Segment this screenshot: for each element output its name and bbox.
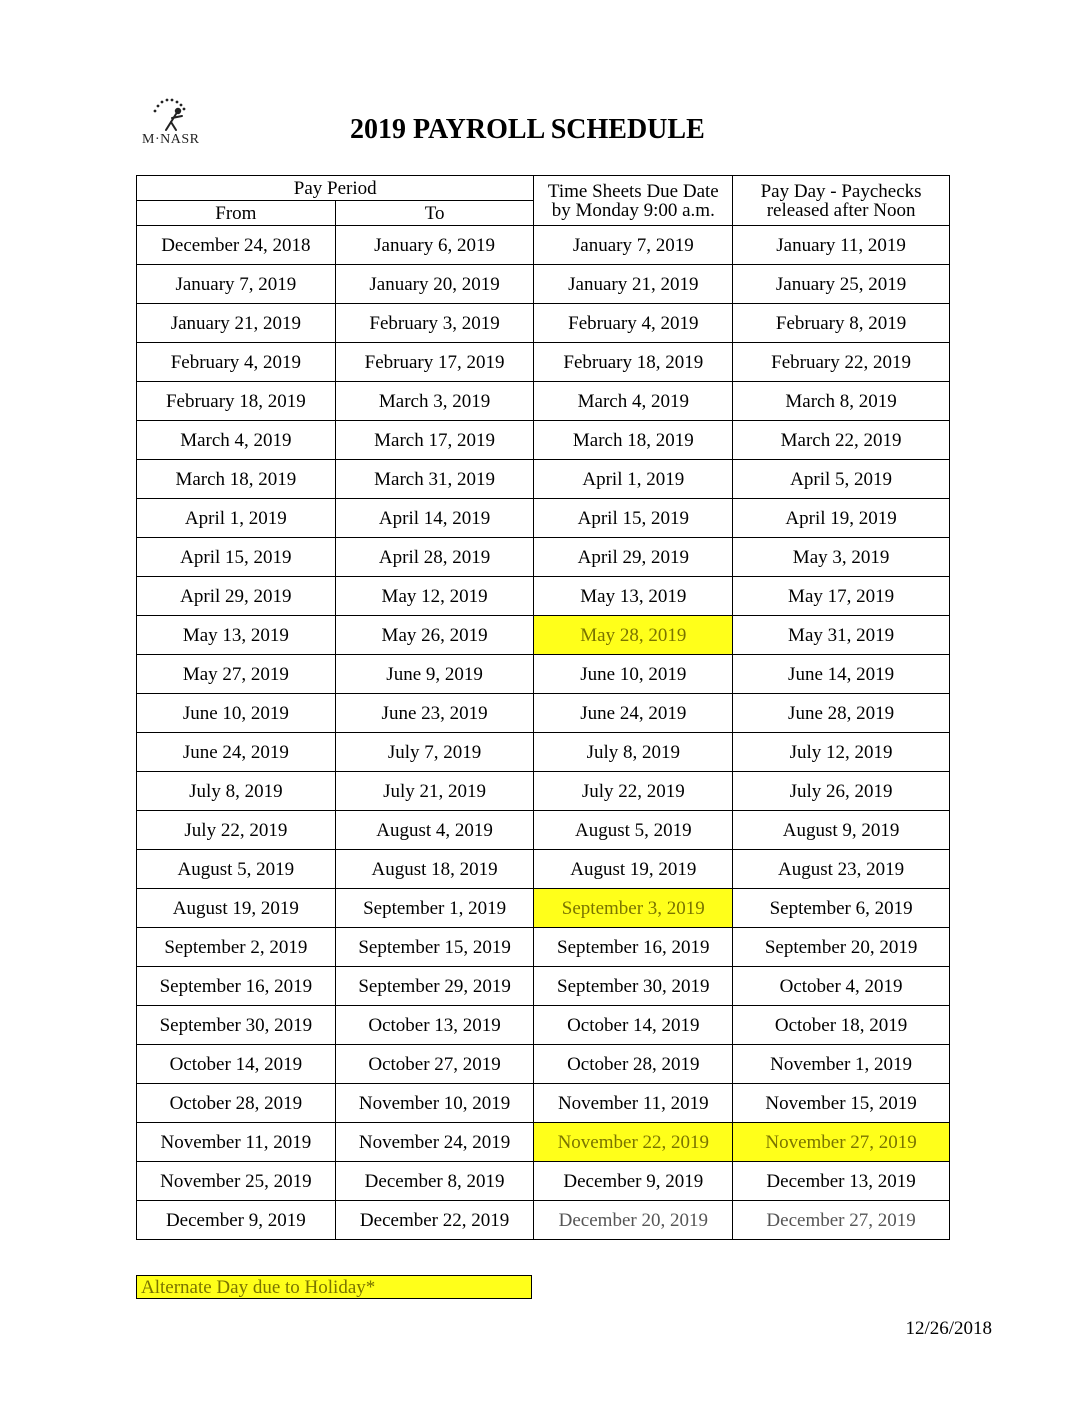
cell-from: June 10, 2019 [137, 694, 336, 733]
cell-pay: April 5, 2019 [733, 460, 950, 499]
table-row [137, 1084, 950, 1123]
cell-from: November 25, 2019 [137, 1162, 336, 1201]
cell-pay: October 4, 2019 [733, 967, 950, 1006]
cell-from: July 8, 2019 [137, 772, 336, 811]
revision-date: 12/26/2018 [905, 1318, 992, 1339]
cell-to: September 1, 2019 [335, 889, 534, 928]
cell-pay: September 20, 2019 [733, 928, 950, 967]
cell-due: August 19, 2019 [534, 850, 733, 889]
cell-pay: September 6, 2019 [733, 889, 950, 928]
header-row-1 [137, 176, 950, 201]
cell-due: April 29, 2019 [534, 538, 733, 577]
cell-to: January 20, 2019 [335, 265, 534, 304]
cell-pay: May 17, 2019 [733, 577, 950, 616]
table-row [137, 1045, 950, 1084]
cell-pay: December 27, 2019 [733, 1201, 950, 1240]
cell-due: June 10, 2019 [534, 655, 733, 694]
cell-pay: August 23, 2019 [733, 850, 950, 889]
cell-pay: July 12, 2019 [733, 733, 950, 772]
cell-to: May 12, 2019 [335, 577, 534, 616]
cell-to: August 18, 2019 [335, 850, 534, 889]
table-row [137, 421, 950, 460]
table-row [137, 265, 950, 304]
cell-pay: February 22, 2019 [733, 343, 950, 382]
table-row [137, 928, 950, 967]
cell-pay: November 27, 2019 [733, 1123, 950, 1162]
cell-from: January 21, 2019 [137, 304, 336, 343]
table-row [137, 1123, 950, 1162]
payday-header [733, 176, 950, 226]
cell-due: November 22, 2019 [534, 1123, 733, 1162]
page-title: 2019 PAYROLL SCHEDULE [350, 114, 705, 145]
cell-to: April 28, 2019 [335, 538, 534, 577]
cell-from: April 1, 2019 [137, 499, 336, 538]
cell-pay: March 22, 2019 [733, 421, 950, 460]
cell-due: January 21, 2019 [534, 265, 733, 304]
table-row [137, 1162, 950, 1201]
cell-due: July 8, 2019 [534, 733, 733, 772]
cell-from: September 30, 2019 [137, 1006, 336, 1045]
cell-due: August 5, 2019 [534, 811, 733, 850]
cell-to: November 10, 2019 [335, 1084, 534, 1123]
cell-from: April 15, 2019 [137, 538, 336, 577]
payday-header-line1: Pay Day - Paychecks [760, 180, 922, 202]
cell-to: July 7, 2019 [335, 733, 534, 772]
logo [138, 96, 202, 152]
cell-from: August 19, 2019 [137, 889, 336, 928]
holiday-legend: Alternate Day due to Holiday* [136, 1275, 532, 1299]
cell-to: October 27, 2019 [335, 1045, 534, 1084]
cell-pay: June 28, 2019 [733, 694, 950, 733]
cell-due: April 1, 2019 [534, 460, 733, 499]
logo-text: M·NASR [142, 132, 200, 147]
cell-due: June 24, 2019 [534, 694, 733, 733]
cell-to: November 24, 2019 [335, 1123, 534, 1162]
table-row [137, 1201, 950, 1240]
cell-to: February 17, 2019 [335, 343, 534, 382]
cell-due: February 18, 2019 [534, 343, 733, 382]
timesheets-due-header [534, 176, 733, 226]
cell-pay: August 9, 2019 [733, 811, 950, 850]
table-row [137, 343, 950, 382]
cell-to: October 13, 2019 [335, 1006, 534, 1045]
cell-due: December 20, 2019 [534, 1201, 733, 1240]
cell-from: November 11, 2019 [137, 1123, 336, 1162]
cell-due: January 7, 2019 [534, 226, 733, 265]
cell-pay: July 26, 2019 [733, 772, 950, 811]
table-row [137, 850, 950, 889]
cell-from: January 7, 2019 [137, 265, 336, 304]
cell-from: May 13, 2019 [137, 616, 336, 655]
table-row [137, 460, 950, 499]
cell-due: September 30, 2019 [534, 967, 733, 1006]
cell-due: September 16, 2019 [534, 928, 733, 967]
cell-from: October 14, 2019 [137, 1045, 336, 1084]
cell-to: May 26, 2019 [335, 616, 534, 655]
table-row [137, 694, 950, 733]
table-row [137, 499, 950, 538]
payday-header-line2: released after Noon [766, 199, 916, 221]
cell-due: July 22, 2019 [534, 772, 733, 811]
cell-pay: November 1, 2019 [733, 1045, 950, 1084]
table-row [137, 382, 950, 421]
from-header: From [137, 201, 336, 226]
cell-to: September 29, 2019 [335, 967, 534, 1006]
cell-from: October 28, 2019 [137, 1084, 336, 1123]
cell-due: April 15, 2019 [534, 499, 733, 538]
table-row [137, 655, 950, 694]
cell-to: August 4, 2019 [335, 811, 534, 850]
timesheets-due-header-line1: Time Sheets Due Date [547, 180, 719, 202]
cell-pay: May 31, 2019 [733, 616, 950, 655]
dancer-logo-icon [138, 96, 202, 136]
table-row [137, 304, 950, 343]
cell-due: March 18, 2019 [534, 421, 733, 460]
table-row [137, 772, 950, 811]
cell-pay: January 11, 2019 [733, 226, 950, 265]
cell-pay: February 8, 2019 [733, 304, 950, 343]
cell-from: June 24, 2019 [137, 733, 336, 772]
cell-due: May 28, 2019 [534, 616, 733, 655]
table-row [137, 1006, 950, 1045]
cell-to: December 8, 2019 [335, 1162, 534, 1201]
cell-to: February 3, 2019 [335, 304, 534, 343]
table-row [137, 811, 950, 850]
cell-to: September 15, 2019 [335, 928, 534, 967]
cell-due: October 14, 2019 [534, 1006, 733, 1045]
cell-from: December 24, 2018 [137, 226, 336, 265]
cell-pay: March 8, 2019 [733, 382, 950, 421]
table-row [137, 577, 950, 616]
cell-from: September 16, 2019 [137, 967, 336, 1006]
table-row [137, 616, 950, 655]
cell-from: April 29, 2019 [137, 577, 336, 616]
cell-to: June 23, 2019 [335, 694, 534, 733]
cell-to: July 21, 2019 [335, 772, 534, 811]
cell-pay: December 13, 2019 [733, 1162, 950, 1201]
cell-pay: January 25, 2019 [733, 265, 950, 304]
timesheets-due-header-line2: by Monday 9:00 a.m. [551, 199, 715, 221]
cell-to: April 14, 2019 [335, 499, 534, 538]
cell-from: September 2, 2019 [137, 928, 336, 967]
cell-to: June 9, 2019 [335, 655, 534, 694]
cell-from: February 18, 2019 [137, 382, 336, 421]
cell-from: March 4, 2019 [137, 421, 336, 460]
payroll-table [136, 175, 950, 1240]
table-row [137, 889, 950, 928]
table-row [137, 226, 950, 265]
cell-from: March 18, 2019 [137, 460, 336, 499]
to-header: To [335, 201, 534, 226]
cell-from: July 22, 2019 [137, 811, 336, 850]
cell-to: December 22, 2019 [335, 1201, 534, 1240]
cell-pay: April 19, 2019 [733, 499, 950, 538]
cell-to: March 3, 2019 [335, 382, 534, 421]
cell-from: May 27, 2019 [137, 655, 336, 694]
cell-to: March 31, 2019 [335, 460, 534, 499]
cell-from: February 4, 2019 [137, 343, 336, 382]
cell-due: November 11, 2019 [534, 1084, 733, 1123]
table-row [137, 538, 950, 577]
cell-due: October 28, 2019 [534, 1045, 733, 1084]
table-row [137, 733, 950, 772]
cell-due: December 9, 2019 [534, 1162, 733, 1201]
cell-pay: May 3, 2019 [733, 538, 950, 577]
cell-pay: November 15, 2019 [733, 1084, 950, 1123]
cell-to: March 17, 2019 [335, 421, 534, 460]
cell-due: May 13, 2019 [534, 577, 733, 616]
cell-pay: October 18, 2019 [733, 1006, 950, 1045]
cell-due: March 4, 2019 [534, 382, 733, 421]
cell-due: February 4, 2019 [534, 304, 733, 343]
cell-from: December 9, 2019 [137, 1201, 336, 1240]
table-row [137, 967, 950, 1006]
cell-from: August 5, 2019 [137, 850, 336, 889]
cell-to: January 6, 2019 [335, 226, 534, 265]
cell-due: September 3, 2019 [534, 889, 733, 928]
pay-period-header: Pay Period [137, 176, 534, 201]
cell-pay: June 14, 2019 [733, 655, 950, 694]
